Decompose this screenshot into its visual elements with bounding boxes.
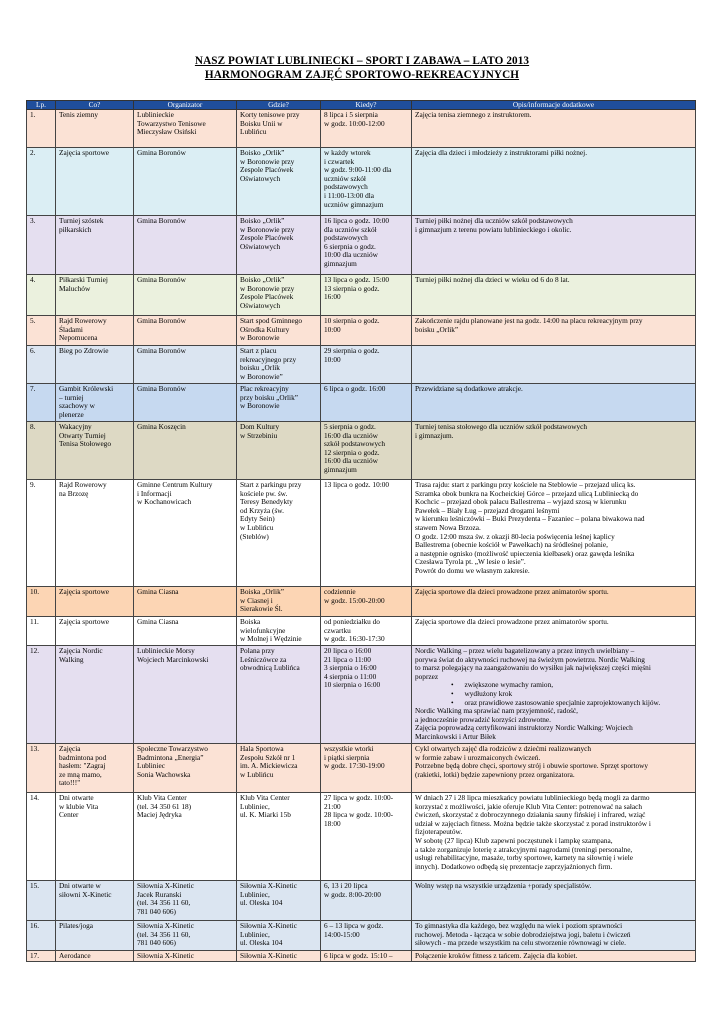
cell-kiedy: 5 sierpnia o godz. 16:00 dla uczniów szkół podstawowych 12 sierpnia o godz. 16:00 dla uczniów gimnazjum: [321, 422, 412, 480]
cell-organizator: Gmina Boronów: [134, 216, 237, 275]
cell-co: Zajęcia sportowe: [56, 617, 134, 646]
cell-gdzie: Korty tenisowe przy Boisku Unii w Lublińcu: [237, 110, 321, 148]
cell-kiedy: 13 lipca o godz. 15:00 13 sierpnia o godz. 16:00: [321, 275, 412, 316]
cell-lp: 13.: [27, 744, 56, 793]
cell-co: Zajęcia Nordic Walking: [56, 646, 134, 744]
cell-gdzie: Siłownia X-Kinetic Lubliniec, ul. Oleska 104: [237, 921, 321, 951]
header-co: Co?: [56, 101, 134, 110]
cell-opis: [412, 346, 696, 384]
table-row: [27, 744, 696, 793]
cell-organizator: Lublinieckie Morsy Wojciech Marcinkowski: [134, 646, 237, 744]
table-row: [27, 587, 696, 617]
cell-kiedy: 6 – 13 lipca w godz. 14:00-15:00: [321, 921, 412, 951]
cell-co: Dni otwarte w siłowni X-Kinetic: [56, 881, 134, 921]
cell-lp: 14.: [27, 793, 56, 881]
cell-gdzie: Boisko „Orlik” w Boronowie przy Zespole Placówek Oświatowych: [237, 148, 321, 216]
cell-gdzie: Siłownia X-Kinetic: [237, 951, 321, 962]
cell-organizator: Gmina Boronów: [134, 346, 237, 384]
cell-opis: Przewidziane są dodatkowe atrakcje.: [412, 384, 696, 422]
cell-opis: Zajęcia dla dzieci i młodzieży z instruktorami piłki nożnej.: [412, 148, 696, 216]
cell-organizator: Gmina Boronów: [134, 275, 237, 316]
cell-lp: 8.: [27, 422, 56, 480]
cell-opis: Połączenie kroków fitness z tańcem. Zajęcia dla kobiet.: [412, 951, 696, 962]
table-body: [27, 110, 696, 962]
table-header-row: [27, 101, 696, 110]
cell-co: Dni otwarte w klubie Vita Center: [56, 793, 134, 881]
cell-kiedy: 16 lipca o godz. 10:00 dla uczniów szkół podstawowych 6 sierpnia o godz. 10:00 dla uczniów gimnazjum: [321, 216, 412, 275]
cell-gdzie: Start z parkingu przy kościele pw. św. Teresy Benedykty od Krzyża (św. Edyty Sein) w Lublińcu (Steblów): [237, 480, 321, 587]
cell-opis-text-after: Nordic Walking ma sprawiać nam przyjemność, radość, a jednocześnie prowadzić korzyści zdrowotne. Zajęcia poprowadzą certyfikowani instruktorzy Nordic Walking: Wojciech Marcinkowski i Artur Biłek: [415, 706, 633, 741]
cell-lp: 17.: [27, 951, 56, 962]
cell-gdzie: Siłownia X-Kinetic Lubliniec, ul. Oleska 104: [237, 881, 321, 921]
cell-lp: 1.: [27, 110, 56, 148]
cell-kiedy: 8 lipca i 5 sierpnia w godz. 10:00-12:00: [321, 110, 412, 148]
bullet-icon: •: [451, 688, 465, 698]
cell-opis: Turniej tenisa stołowego dla uczniów szkół podstawowych i gimnazjum.: [412, 422, 696, 480]
cell-co: Tenis ziemny: [56, 110, 134, 148]
table-row: [27, 881, 696, 921]
opis-bullet-text: zwiększone wymachy ramion,: [464, 680, 554, 690]
cell-co: Wakacyjny Otwarty Turniej Tenisa Stołowego: [56, 422, 134, 480]
cell-organizator: Siłownia X-Kinetic (tel. 34 356 11 60, 781 040 606): [134, 921, 237, 951]
table-row: [27, 316, 696, 346]
cell-organizator: Gmina Ciasna: [134, 617, 237, 646]
header-gdzie: Gdzie?: [237, 101, 321, 110]
cell-organizator: Gminne Centrum Kultury i Informacji w Kochanowicach: [134, 480, 237, 587]
cell-gdzie: Plac rekreacyjny przy boisku „Orlik” w Boronowie: [237, 384, 321, 422]
cell-opis: Turniej piłki nożnej dla uczniów szkół podstawowych i gimnazjum z terenu powiatu lublinieckiego i okolic.: [412, 216, 696, 275]
cell-kiedy: 29 sierpnia o godz. 10:00: [321, 346, 412, 384]
cell-co: Gambit Królewski – turniej szachowy w plenerze: [56, 384, 134, 422]
cell-kiedy: od poniedziałku do czwartku w godz. 16:30-17:30: [321, 617, 412, 646]
cell-lp: 5.: [27, 316, 56, 346]
table-row: [27, 148, 696, 216]
cell-organizator: Siłownia X-Kinetic: [134, 951, 237, 962]
cell-kiedy: codziennie w godz. 15:00-20:00: [321, 587, 412, 617]
cell-organizator: Lublinieckie Towarzystwo Tenisowe Mieczysław Osiński: [134, 110, 237, 148]
cell-opis: Zajęcia sportowe dla dzieci prowadzone przez animatorów sportu.: [412, 587, 696, 617]
cell-opis: Turniej piłki nożnej dla dzieci w wieku od 6 do 8 lat.: [412, 275, 696, 316]
cell-organizator: Gmina Koszęcin: [134, 422, 237, 480]
cell-lp: 16.: [27, 921, 56, 951]
cell-opis: Zajęcia tenisa ziemnego z instruktorem.: [412, 110, 696, 148]
cell-opis: Zajęcia sportowe dla dzieci prowadzone przez animatorów sportu.: [412, 617, 696, 646]
table-row: [27, 646, 696, 744]
table-row: [27, 384, 696, 422]
cell-opis: Cykl otwartych zajęć dla rodziców z dziećmi realizowanych w formie zabaw i urozmaiconych ćwiczeń. Potrzebne będą dobre chęci, sportowy strój i obuwie sportowe. Sprzęt sportowy (rakietki, lotki) będzie zapewniony przez organizatora.: [412, 744, 696, 793]
cell-kiedy: 6 lipca o godz. 16:00: [321, 384, 412, 422]
cell-gdzie: Boiska wielofunkcyjne w Molnej i Wędzinie: [237, 617, 321, 646]
header-lp: Lp.: [27, 101, 56, 110]
bullet-icon: •: [451, 680, 465, 690]
cell-opis: Wolny wstęp na wszystkie urządzenia +porady specjalistów.: [412, 881, 696, 921]
cell-kiedy: 20 lipca o 16:00 21 lipca o 11:00 3 sierpnia o 16:00 4 sierpnia o 11:00 10 sierpnia o 16:00: [321, 646, 412, 744]
cell-gdzie: Hala Sportowa Zespołu Szkół nr 1 im. A. Mickiewicza w Lublińcu: [237, 744, 321, 793]
cell-lp: 11.: [27, 617, 56, 646]
cell-kiedy: 10 sierpnia o godz. 10:00: [321, 316, 412, 346]
cell-co: Pilates/joga: [56, 921, 134, 951]
cell-kiedy: w każdy wtorek i czwartek w godz. 9:00-11:00 dla uczniów szkół podstawowych i 11:00-13:00 dla uczniów gimnazjum: [321, 148, 412, 216]
cell-organizator: Gmina Boronów: [134, 316, 237, 346]
table-row: [27, 422, 696, 480]
cell-kiedy: wszystkie wtorki i piątki sierpnia w godz. 17:30-19:00: [321, 744, 412, 793]
cell-lp: 9.: [27, 480, 56, 587]
cell-organizator: Klub Vita Center (tel. 34 350 61 18) Maciej Jędryka: [134, 793, 237, 881]
cell-kiedy: 13 lipca o godz. 10:00: [321, 480, 412, 587]
opis-bullet-text: wydłużony krok: [464, 688, 513, 698]
cell-lp: 6.: [27, 346, 56, 384]
cell-gdzie: Boiska „Orlik” w Ciasnej i Sierakowie Śl.: [237, 587, 321, 617]
cell-co: Aerodance: [56, 951, 134, 962]
cell-lp: 7.: [27, 384, 56, 422]
schedule-table: [26, 100, 696, 962]
table-row: [27, 951, 696, 962]
page-title-line-1: NASZ POWIAT LUBLINIECKI – SPORT I ZABAWA – LATO 2013: [194, 55, 530, 67]
cell-co: Turniej szóstek piłkarskich: [56, 216, 134, 275]
cell-lp: 10.: [27, 587, 56, 617]
cell-organizator: Społeczne Towarzystwo Badmintona „Energia” Lubliniec Sonia Wachowska: [134, 744, 237, 793]
cell-organizator: Gmina Boronów: [134, 384, 237, 422]
cell-kiedy: 27 lipca w godz. 10:00- 21:00 28 lipca w godz. 10:00- 18:00: [321, 793, 412, 881]
cell-co: Zajęcia sportowe: [56, 587, 134, 617]
cell-opis: Zakończenie rajdu planowane jest na godz. 14:00 na placu rekreacyjnym przy boisku „Orlik”: [412, 316, 696, 346]
header-kiedy: Kiedy?: [321, 101, 412, 110]
cell-opis: W dniach 27 i 28 lipca mieszkańcy powiatu lublinieckiego będą mogli za darmo korzystać z możliwości, jakie oferuje Klub Vita Center: potrenować na sałach ćwiczeń, skorzystać z dobroczynnego działania sauny fińskiej i infrared, wziąć udział w zajęciach fitness. Można będzie także skorzystać z porad instruktorów i fizjoterapeutów. W sobotę (27 lipca) Klub zapewni poczęstunek i lampkę szampana, a także zorganizuje loterię z atrakcyjnymi nagrodami (treningi personalne, usługi rehabilitacyjne, masaże, torby sportowe, karnety na siłownię i wiele innych). Dodatkowo odbędą się prezentacje zaprzyjaźnionych firm.: [412, 793, 696, 881]
table-row: [27, 480, 696, 587]
table-row: [27, 346, 696, 384]
cell-opis-text: Nordic Walking – przez wielu bagatelizowany a przez innych uwielbiany – porywa świat do aktywności ruchowej na świeżym powietrzu. Nordic Walking to marsz polegający na zaangażowaniu do wysiłku jak największej części mięśni poprzez: [415, 646, 651, 681]
header-organizator: Organizator: [134, 101, 237, 110]
cell-organizator: Gmina Ciasna: [134, 587, 237, 617]
cell-co: Rajd Rowerowy na Brzozę: [56, 480, 134, 587]
cell-organizator: Siłownia X-Kinetic Jacek Ruranski (tel. 34 356 11 60, 781 040 606): [134, 881, 237, 921]
cell-co: Rajd Rowerowy Śladami Nepomucena: [56, 316, 134, 346]
table-row: [27, 216, 696, 275]
cell-kiedy: 6, 13 i 20 lipca w godz. 8:00-20:00: [321, 881, 412, 921]
opis-bullet-text: oraz prawidłowe zastosowanie specjalnie zaprojektowanych kijów.: [464, 697, 661, 707]
cell-lp: 12.: [27, 646, 56, 744]
cell-gdzie: Start z placu rekreacyjnego przy boisku „Orlik w Boronowie”: [237, 346, 321, 384]
cell-opis: [412, 646, 696, 744]
table-row: [27, 793, 696, 881]
cell-gdzie: Polana przy Leśniczówce za obwodnicą Lublińca: [237, 646, 321, 744]
table-row: [27, 275, 696, 316]
cell-gdzie: Klub Vita Center Lubliniec, ul. K. Miarki 15b: [237, 793, 321, 881]
cell-co: Zajęcia badmintona pod hasłem: "Zagraj ze mną mamo, tato!!!": [56, 744, 134, 793]
header-opis: Opis/informacje dodatkowe: [412, 101, 696, 110]
cell-co: Bieg po Zdrowie: [56, 346, 134, 384]
cell-lp: 2.: [27, 148, 56, 216]
cell-opis: Trasa rajdu: start z parkingu przy kościele na Steblowie – przejazd ulicą ks. Szramka obok bunkra na Kocheickiej Górce – przejazd ulicą Lubliniecką do Kochcic – przejazd obok pałacu Ballestrema – wyjazd szosą w kierunku Pawełek – Biały Ług – przejazd drogami leśnymi w kierunku leśniczówki – Buki Prezydenta – Fazaniec – polana biwakowa nad stawem Nowa Brzoza. O godz. 12:00 msza św. z okazji 80-lecia poświęcenia leśnej kaplicy Ballestrema (obecnie kościół w Pawełkach) na śródleśnej polanie, a następnie ognisko (możliwość upieczenia kiełbasek) oraz gawęda leśnika Czesława Tyrola pt. „W lesie o lesie”. Powrót do domu we własnym zakresie.: [412, 480, 696, 587]
cell-opis: To gimnastyka dla każdego, bez względu na wiek i poziom sprawności ruchowej. Metoda - łącząca w sobie dobrodziejstwa jogi, baletu i ćwiczeń siłowych - ma przede wszystkim na celu stworzenie równowagi w ciele.: [412, 921, 696, 951]
cell-co: Zajęcia sportowe: [56, 148, 134, 216]
cell-lp: 4.: [27, 275, 56, 316]
cell-gdzie: Boisko „Orlik” w Boronowie przy Zespole Placówek Oświatowych: [237, 216, 321, 275]
cell-kiedy: 6 lipca w godz. 15:10 –: [321, 951, 412, 962]
cell-organizator: Gmina Boronów: [134, 148, 237, 216]
cell-co: Piłkarski Turniej Maluchów: [56, 275, 134, 316]
cell-lp: 3.: [27, 216, 56, 275]
table-row: [27, 617, 696, 646]
cell-lp: 15.: [27, 881, 56, 921]
cell-gdzie: Boisko „Orlik” w Boronowie przy Zespole Placówek Oświatowych: [237, 275, 321, 316]
table-row: [27, 110, 696, 148]
bullet-icon: •: [451, 697, 465, 707]
cell-gdzie: Dom Kultury w Strzebiniu: [237, 422, 321, 480]
table-row: [27, 921, 696, 951]
page-title-line-2: HARMONOGRAM ZAJĘĆ SPORTOWO-REKREACYJNYCH: [204, 69, 520, 81]
cell-gdzie: Start spod Gminnego Ośrodka Kultury w Boronowie: [237, 316, 321, 346]
